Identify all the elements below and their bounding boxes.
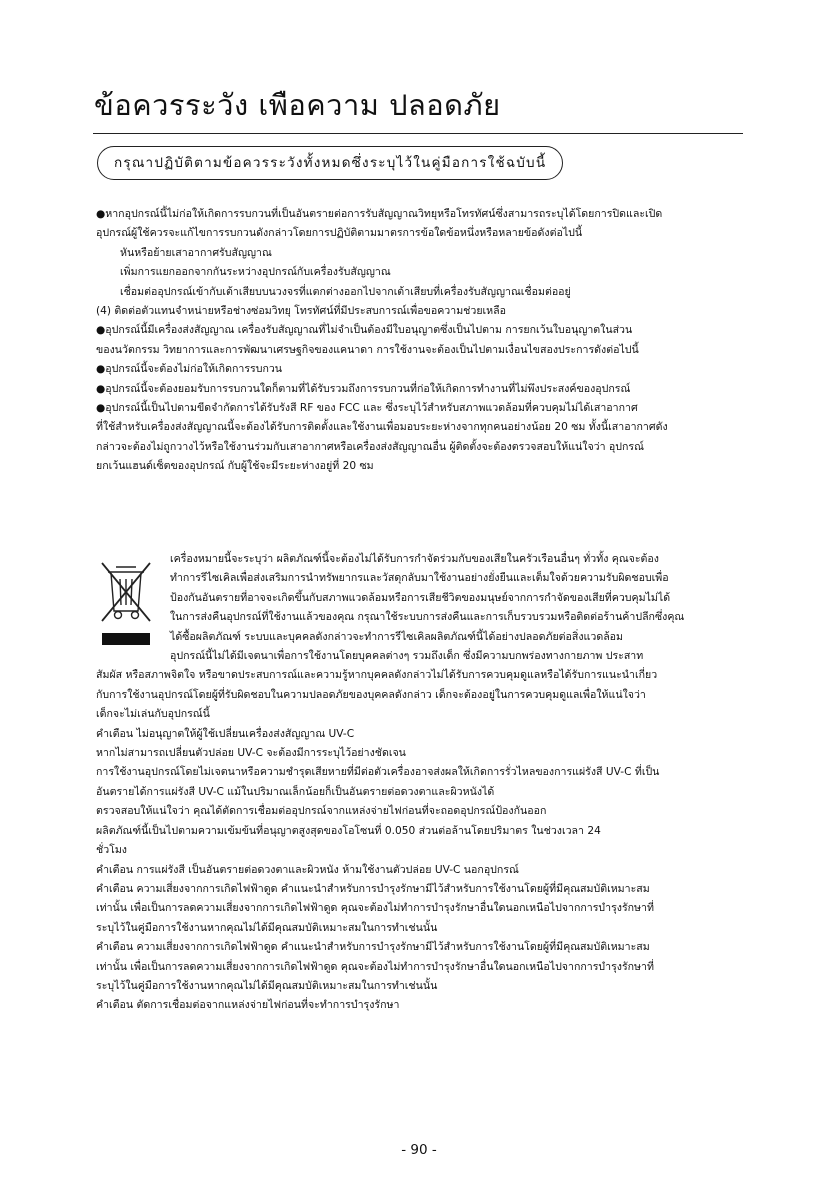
paragraph-line: ของนวัตกรรม วิทยาการและการพัฒนาเศรษฐกิจของแคนาดา การใช้งานจะต้องเป็นไปตามเงื่อนไขสองประการดังต่อไปนี้ xyxy=(96,343,639,356)
paragraph-line: เท่านั้น เพื่อเป็นการลดความเสี่ยงจากการเกิดไฟฟ้าดูด คุณจะต้องไม่ทำการบำรุงรักษาอื่นใดนอกเหนือไปจากการบำรุงรักษาที่ xyxy=(96,902,654,915)
paragraph-line: คำเตือน ตัดการเชื่อมต่อจากแหล่งจ่ายไฟก่อนที่จะทำการบำรุงรักษา xyxy=(96,999,400,1012)
paragraph-line: ได้ซื้อผลิตภัณฑ์ ระบบและบุคคลดังกล่าวจะทำการรีไซเคิลผลิตภัณฑ์นี้ได้อย่างปลอดภัยต่อสิ่งแวดล้อม xyxy=(170,630,624,643)
paragraph-line: ระบุไว้ในคู่มือการใช้งานหากคุณไม่ได้มีคุณสมบัติเหมาะสมในการทำเช่นนั้น xyxy=(96,921,438,934)
measure-item: เพิ่มการแยกออกจากกันระหว่างอุปกรณ์กับเครื่องรับสัญญาณ xyxy=(120,266,391,279)
paragraph-line: คำเตือน ไม่อนุญาตให้ผู้ใช้เปลี่ยนเครื่องส่งสัญญาณ UV-C xyxy=(96,727,355,740)
paragraph-line: ●อุปกรณ์นี้มีเครื่องส่งสัญญาณ เครื่องรับสัญญาณที่ไม่จำเป็นต้องมีใบอนุญาตซึ่งเป็นไปตาม การยกเว้นใบอนุญาตในส่วน xyxy=(96,324,633,337)
paragraph-line: เครื่องหมายนี้จะระบุว่า ผลิตภัณฑ์นี้จะต้องไม่ได้รับการกำจัดร่วมกับของเสียในครัวเรือนอื่นๆ ทั่วทั้ง คุณจะต้อง xyxy=(170,553,659,565)
paragraph-line: สัมผัส หรือสภาพจิตใจ หรือขาดประสบการณ์และความรู้หากบุคคลดังกล่าวไม่ได้รับการควบคุมดูแลหรือได้รับการแนะนำเกี่ยว xyxy=(96,669,658,682)
paragraph-line: อุปกรณ์นี้ไม่ได้มีเจตนาเพื่อการใช้งานโดยบุคคลต่างๆ รวมถึงเด็ก ซึ่งมีความบกพร่องทางกายภาพ ประสาท xyxy=(170,650,644,663)
paragraph-line: (4) ติดต่อตัวแทนจำหน่ายหรือช่างซ่อมวิทยุ โทรทัศน์ที่มีประสบการณ์เพื่อขอความช่วยเหลือ xyxy=(96,305,506,318)
paragraph-line: คำเตือน การแผ่รังสี เป็นอันตรายต่อดวงตาและผิวหนัง ห้ามใช้งานตัวปล่อย UV-C นอกอุปกรณ์ xyxy=(96,863,519,876)
paragraph-line: ●อุปกรณ์นี้จะต้องไม่ก่อให้เกิดการรบกวน xyxy=(96,363,283,376)
paragraph-line: ที่ใช้สำหรับเครื่องส่งสัญญาณนี้จะต้องได้รับการติดตั้งและใช้งานเพื่อมอบระยะห่างจากทุกคนอย่างน้อย 20 ซม ทั้งนี้เสาอากาศดัง xyxy=(96,421,668,434)
paragraph-line: กล่าวจะต้องไม่ถูกวางไว้หรือใช้งานร่วมกับเสาอากาศหรือเครื่องส่งสัญญาณอื่น ผู้ติดตั้งจะต้องตรวจสอบให้แน่ใจว่า อุปกรณ์ xyxy=(96,440,644,453)
paragraph-line: อันตรายได้การแผ่รังสี UV-C แม้ในปริมาณเล็กน้อยก็เป็นอันตรายต่อดวงตาและผิวหนังได้ xyxy=(96,785,495,798)
measure-item: เชื่อมต่ออุปกรณ์เข้ากับเต้าเสียบบนวงจรที่แตกต่างออกไปจากเต้าเสียบที่เครื่องรับสัญญาณเชื่อมต่ออยู่ xyxy=(120,285,571,298)
page-number: - 90 - xyxy=(401,1142,437,1158)
paragraph-line: การใช้งานอุปกรณ์โดยไม่เจตนาหรือความชำรุดเสียหายที่มีต่อตัวเครื่องอาจส่งผลให้เกิดการรั่วไหลของการแผ่รังสี UV-C ที่เป็น xyxy=(96,766,660,779)
paragraph-line: ●อุปกรณ์นี้เป็นไปตามขีดจำกัดการได้รับรังสี RF ของ FCC และ ซึ่งระบุไว้สำหรับสภาพแวดล้อมที่ควบคุมไม่ได้เสาอากาศ xyxy=(96,402,638,415)
paragraph-line: คำเตือน ความเสี่ยงจากการเกิดไฟฟ้าดูด คำแนะนำสำหรับการบำรุงรักษามีไว้สำหรับการใช้งานโดยผู้ที่มีคุณสมบัติเหมาะสม xyxy=(96,941,650,954)
paragraph-line: ตรวจสอบให้แน่ใจว่า คุณได้ตัดการเชื่อมต่ออุปกรณ์จากแหล่งจ่ายไฟก่อนที่จะถอดอุปกรณ์ป้องกันออก xyxy=(96,805,547,818)
disposal-uvc-section xyxy=(96,550,760,1016)
paragraph-line: ผลิตภัณฑ์นี้เป็นไปตามความเข้มข้นที่อนุญาตสูงสุดของโอโซนที่ 0.050 ส่วนต่อล้านโดยปริมาตร ในช่วงเวลา 24 xyxy=(96,824,601,837)
fcc-ised-section xyxy=(96,205,760,477)
safety-notice-box: กรุณาปฏิบัติตามข้อควรระวังทั้งหมดซึ่งระบุไว้ในคู่มือการใช้ฉบับนี้ xyxy=(97,146,563,180)
paragraph-line: ระบุไว้ในคู่มือการใช้งานหากคุณไม่ได้มีคุณสมบัติเหมาะสมในการทำเช่นนั้น xyxy=(96,979,438,992)
paragraph-line: คำเตือน ความเสี่ยงจากการเกิดไฟฟ้าดูด คำแนะนำสำหรับการบำรุงรักษามีไว้สำหรับการใช้งานโดยผู้ที่มีคุณสมบัติเหมาะสม xyxy=(96,882,650,895)
paragraph-line: ชั่วโมง xyxy=(96,844,127,857)
paragraph-line: หากไม่สามารถเปลี่ยนตัวปล่อย UV-C จะต้องมีการระบุไว้อย่างชัดเจน xyxy=(96,747,406,760)
paragraph-line: กับการใช้งานอุปกรณ์โดยผู้ที่รับผิดชอบในความปลอดภัยของบุคคลดังกล่าว เด็กจะต้องอยู่ในการควบคุมดูแลเพื่อให้แน่ใจว่า xyxy=(96,688,646,701)
paragraph-line: ป้องกันอันตรายที่อาจจะเกิดขึ้นกับสภาพแวดล้อมหรือการเสียชีวิตของมนุษย์จากการกำจัดของเสียที่ควบคุมไม่ได้ xyxy=(170,591,671,604)
paragraph-line: เท่านั้น เพื่อเป็นการลดความเสี่ยงจากการเกิดไฟฟ้าดูด คุณจะต้องไม่ทำการบำรุงรักษาอื่นใดนอกเหนือไปจากการบำรุงรักษาที่ xyxy=(96,960,654,973)
measure-item: หันหรือย้ายเสาอากาศรับสัญญาณ xyxy=(120,246,272,259)
paragraph-line: ยกเว้นแฮนด์เซ็ตของอุปกรณ์ กับผู้ใช้จะมีระยะห่างอยู่ที่ 20 ซม xyxy=(96,460,374,473)
page-title: ข้อควรระวัง เพือความ ปลอดภัย xyxy=(94,88,501,122)
paragraph-line: อุปกรณ์ผู้ใช้ควรจะแก้ไขการรบกวนดังกล่าวโดยการปฏิบัติตามมาตรการข้อใดข้อหนึ่งหรือหลายข้อดังต่อไปนี้ xyxy=(96,227,583,240)
paragraph-line: ●อุปกรณ์นี้จะต้องยอมรับการรบกวนใดก็ตามที่ได้รับรวมถึงการรบกวนที่ก่อให้เกิดการทำงานที่ไม่พึงประสงค์ของอุปกรณ์ xyxy=(96,382,631,395)
paragraph-line: เด็กจะไม่เล่นกับอุปกรณ์นี้ xyxy=(96,708,210,721)
paragraph-line: ในการส่งคืนอุปกรณ์ที่ใช้งานแล้วของคุณ กรุณาใช้ระบบการส่งคืนและการเก็บรวบรวมหรือติดต่อร้านค้าปลีกซึ่งคุณ xyxy=(170,611,685,624)
paragraph-line: ●หากอุปกรณ์นี้ไม่ก่อให้เกิดการรบกวนที่เป็นอันตรายต่อการรับสัญญาณวิทยุหรือโทรทัศน์ซึ่งสามารถระบุได้โดยการปิดและเปิด xyxy=(96,208,663,220)
paragraph-line: ทำการรีไซเคิลเพื่อส่งเสริมการนำทรัพยากรและวัสดุกลับมาใช้งานอย่างยั่งยืนและเต็มใจด้วยความรับผิดชอบเพื่อ xyxy=(170,572,669,585)
title-divider xyxy=(93,133,743,134)
